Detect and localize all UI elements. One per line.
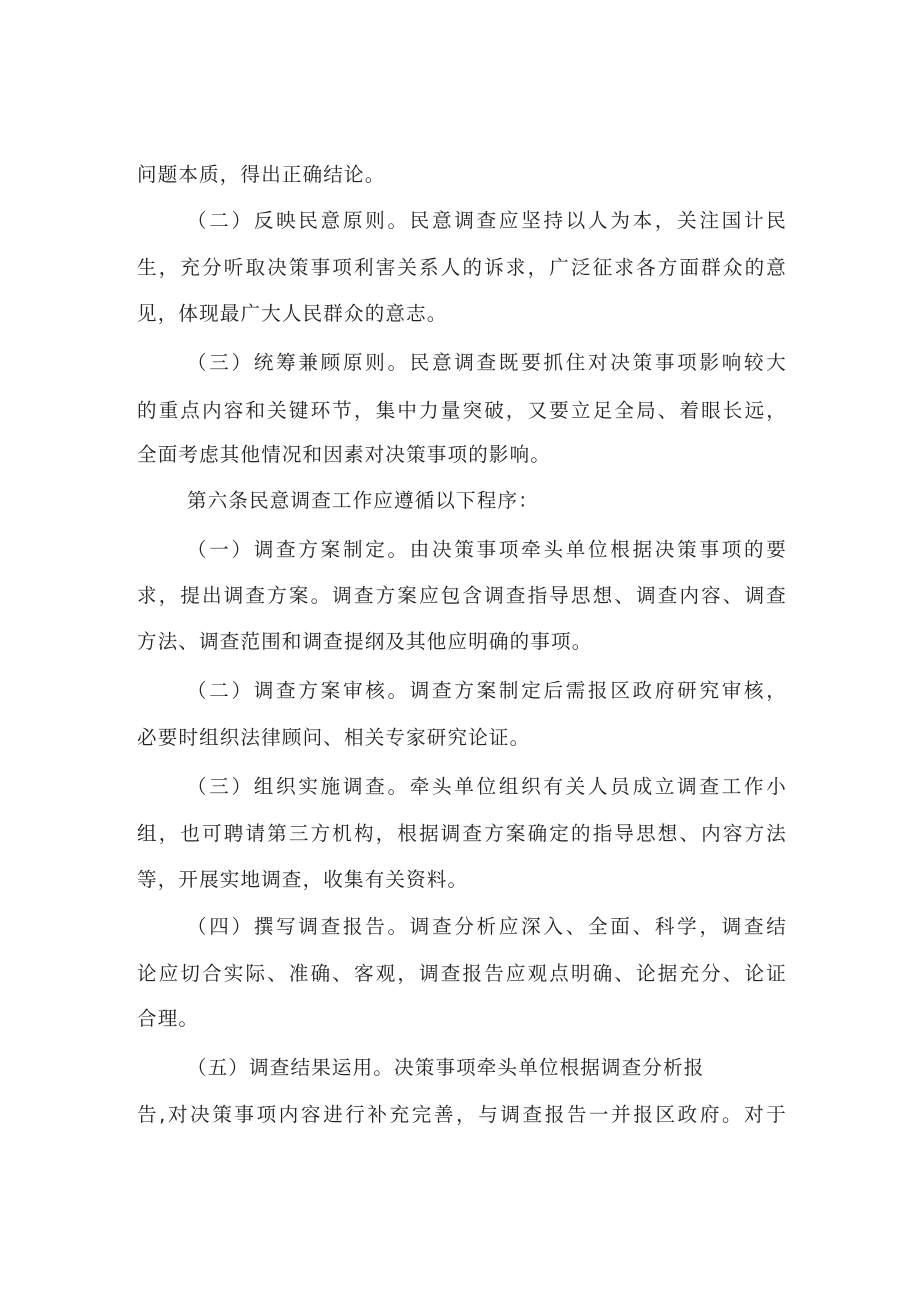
- text-line-1: 问题本质，得出正确结论。: [137, 163, 386, 186]
- text-line-10: 求，提出调查方案。调查方案应包含调查指导思想、调查内容、调查: [137, 584, 787, 607]
- text-line-6: 的重点内容和关键环节，集中力量突破，又要立足全局、着眼长远，: [137, 399, 787, 422]
- text-line-13: 必要时组织法律顾问、相关专家研究论证。: [137, 726, 531, 749]
- text-line-19: 合理。: [137, 1007, 200, 1030]
- text-line-3: 生，充分听取决策事项利害关系人的诉求，广泛征求各方面群众的意: [137, 256, 787, 279]
- text-line-14: （三）组织实施调查。牵头单位组织有关人员成立调查工作小: [187, 775, 787, 798]
- text-line-5: （三）统筹兼顾原则。民意调查既要抓住对决策事项影响较大: [187, 351, 787, 374]
- text-line-15: 组，也可聘请第三方机构，根据调查方案确定的指导思想、内容方法: [137, 822, 787, 845]
- text-line-11: 方法、调查范围和调查提纲及其他应明确的事项。: [137, 630, 593, 653]
- text-line-2: （二）反映民意原则。民意调查应坚持以人为本，关注国计民: [187, 209, 787, 232]
- text-line-16: 等，开展实地调查，收集有关资料。: [137, 868, 469, 891]
- text-line-17: （四）撰写调查报告。调查分析应深入、全面、科学，调查结: [187, 915, 787, 938]
- text-line-21: 告,对决策事项内容进行补充完善，与调查报告一并报区政府。对于: [137, 1103, 787, 1126]
- text-line-9: （一）调查方案制定。由决策事项牵头单位根据决策事项的要: [187, 538, 787, 561]
- text-line-12: （二）调查方案审核。调查方案制定后需报区政府研究审核，: [187, 679, 787, 702]
- article-heading: 第六条民意调查工作应遵循以下程序：: [187, 489, 539, 512]
- text-line-7: 全面考虑其他情况和因素对决策事项的影响。: [137, 443, 552, 466]
- text-line-4: 见，体现最广大人民群众的意志。: [137, 302, 448, 325]
- text-line-18: 论应切合实际、准确、客观，调查报告应观点明确、论据充分、论证: [137, 962, 787, 985]
- text-line-20: （五）调查结果运用。决策事项牵头单位根据调查分析报: [187, 1056, 705, 1079]
